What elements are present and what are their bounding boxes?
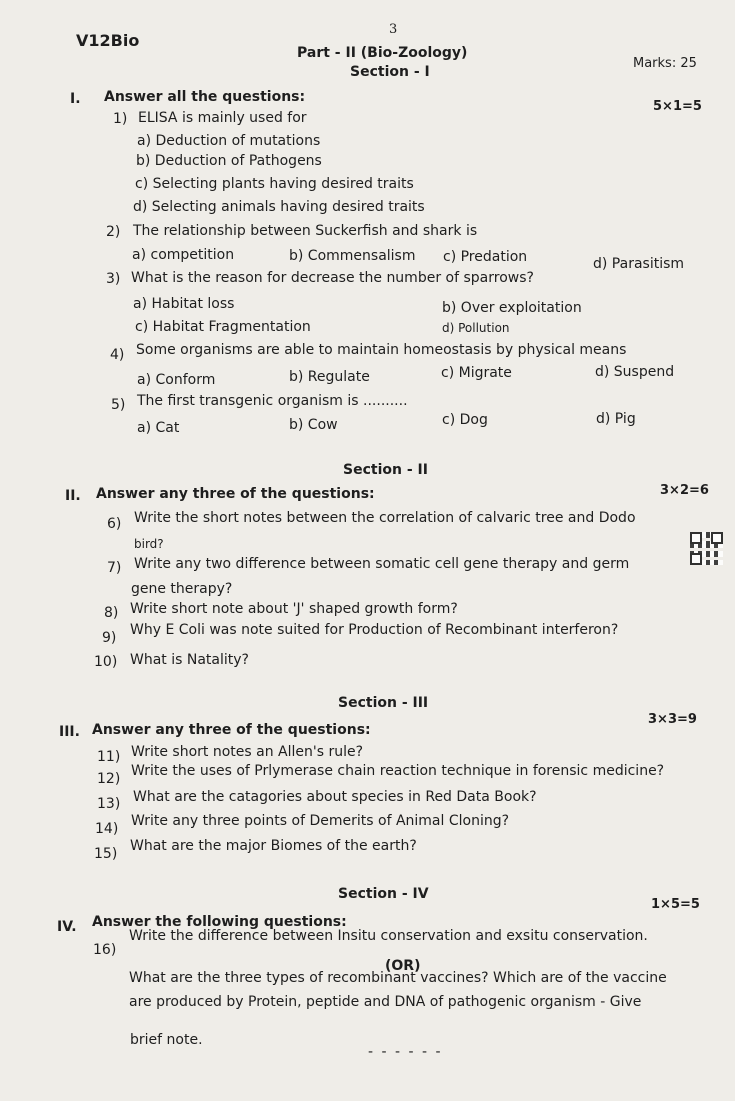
q1-option-d: d) Selecting animals having desired traits [133,199,425,215]
section-4-roman: IV. [57,919,77,935]
q3-option-a: a) Habitat loss [133,296,235,312]
section-2-heading: Answer any three of the questions: [96,486,375,502]
part-title: Part - II (Bio-Zoology) [297,45,468,61]
q4-option-a: a) Conform [137,372,216,388]
q9-num: 9) [102,630,117,646]
q4-option-d: d) Suspend [595,364,675,380]
q15-text: What are the major Biomes of the earth? [130,838,417,854]
q5-option-d: d) Pig [596,411,636,427]
section-1-title: Section - I [350,64,430,80]
section-1-roman: I. [70,91,81,107]
q1-num: 1) [113,111,128,127]
section-4-title: Section - IV [338,886,429,902]
q11-num: 11) [97,749,121,765]
q4-num: 4) [110,347,125,363]
q3-option-d: d) Pollution [442,321,510,335]
section-3-roman: III. [59,724,80,740]
qr-marker [690,553,702,565]
q14-text: Write any three points of Demerits of Animal Cloning? [131,813,510,829]
section-4-score: 1×5=5 [651,897,700,912]
section-2-score: 3×2=6 [660,483,709,498]
q7-num: 7) [107,560,122,576]
q15-num: 15) [94,846,118,862]
section-3-score: 3×3=9 [648,712,697,727]
section-3-heading: Answer any three of the questions: [92,722,371,738]
q5-option-b: b) Cow [289,417,338,433]
q6-num: 6) [107,516,122,532]
section-3-title: Section - III [338,695,429,711]
q2-option-b: b) Commensalism [289,248,416,264]
page-number: 3 [389,22,398,37]
q4-option-b: b) Regulate [289,369,370,385]
q11-text: Write short notes an Allen's rule? [131,744,364,760]
q16-text: Write the difference between Insitu conservation and exsitu conservation. [129,928,648,944]
qr-marker [711,532,723,544]
q9-text: Why E Coli was note suited for Production of Recombinant interferon? [130,622,619,638]
q3-num: 3) [106,271,121,287]
q7-line-2: gene therapy? [131,581,233,597]
or-label: (OR) [385,958,421,974]
q1-text: ELISA is mainly used for [138,110,307,126]
section-4-heading: Answer the following questions: [92,914,347,930]
q8-text: Write short note about 'J' shaped growth form? [130,601,458,617]
q5-option-c: c) Dog [442,412,488,428]
q3-option-b: b) Over exploitation [442,300,582,316]
q4-text: Some organisms are able to maintain homeostasis by physical means [136,342,627,358]
end-dashes: - - - - - - [368,1044,443,1060]
q12-text: Write the uses of Prlymerase chain reaction technique in forensic medicine? [131,763,665,779]
q3-text: What is the reason for decrease the number of sparrows? [131,270,534,286]
q16-alt-line-1: What are the three types of recombinant vaccines? Which are of the vaccine [129,970,667,986]
q2-option-c: c) Predation [443,249,528,265]
section-1-score: 5×1=5 [653,99,702,114]
q7-line-1: Write any two difference between somatic cell gene therapy and germ [134,556,630,572]
q13-text: What are the catagories about species in Red Data Book? [133,789,537,805]
total-marks: Marks: 25 [633,56,697,71]
q12-num: 12) [97,771,121,787]
q16-num: 16) [93,942,117,958]
q13-num: 13) [97,796,121,812]
qr-code [690,532,723,565]
qr-marker [690,532,702,544]
q6-line-2: bird? [134,537,164,551]
q1-option-b: b) Deduction of Pathogens [136,153,322,169]
q16-alt-line-2: are produced by Protein, peptide and DNA of pathogenic organism - Give [129,994,642,1010]
q2-option-a: a) competition [132,247,235,263]
q5-text: The first transgenic organism is .......... [137,393,408,409]
paper-code: V12Bio [76,31,140,50]
q1-option-a: a) Deduction of mutations [137,133,321,149]
q8-num: 8) [104,605,119,621]
q2-text: The relationship between Suckerfish and shark is [133,223,478,239]
q1-option-c: c) Selecting plants having desired traits [135,176,414,192]
q16-alt-line-3: brief note. [130,1032,203,1048]
section-1-heading: Answer all the questions: [104,89,306,105]
q5-num: 5) [111,397,126,413]
q14-num: 14) [95,821,119,837]
q3-option-c: c) Habitat Fragmentation [135,319,311,335]
section-2-roman: II. [65,488,81,504]
q10-num: 10) [94,654,118,670]
q2-num: 2) [106,224,121,240]
section-2-title: Section - II [343,462,428,478]
q4-option-c: c) Migrate [441,365,512,381]
q10-text: What is Natality? [130,652,249,668]
q2-option-d: d) Parasitism [593,256,685,272]
q6-line-1: Write the short notes between the correlation of calvaric tree and Dodo [134,510,636,526]
q5-option-a: a) Cat [137,420,180,436]
